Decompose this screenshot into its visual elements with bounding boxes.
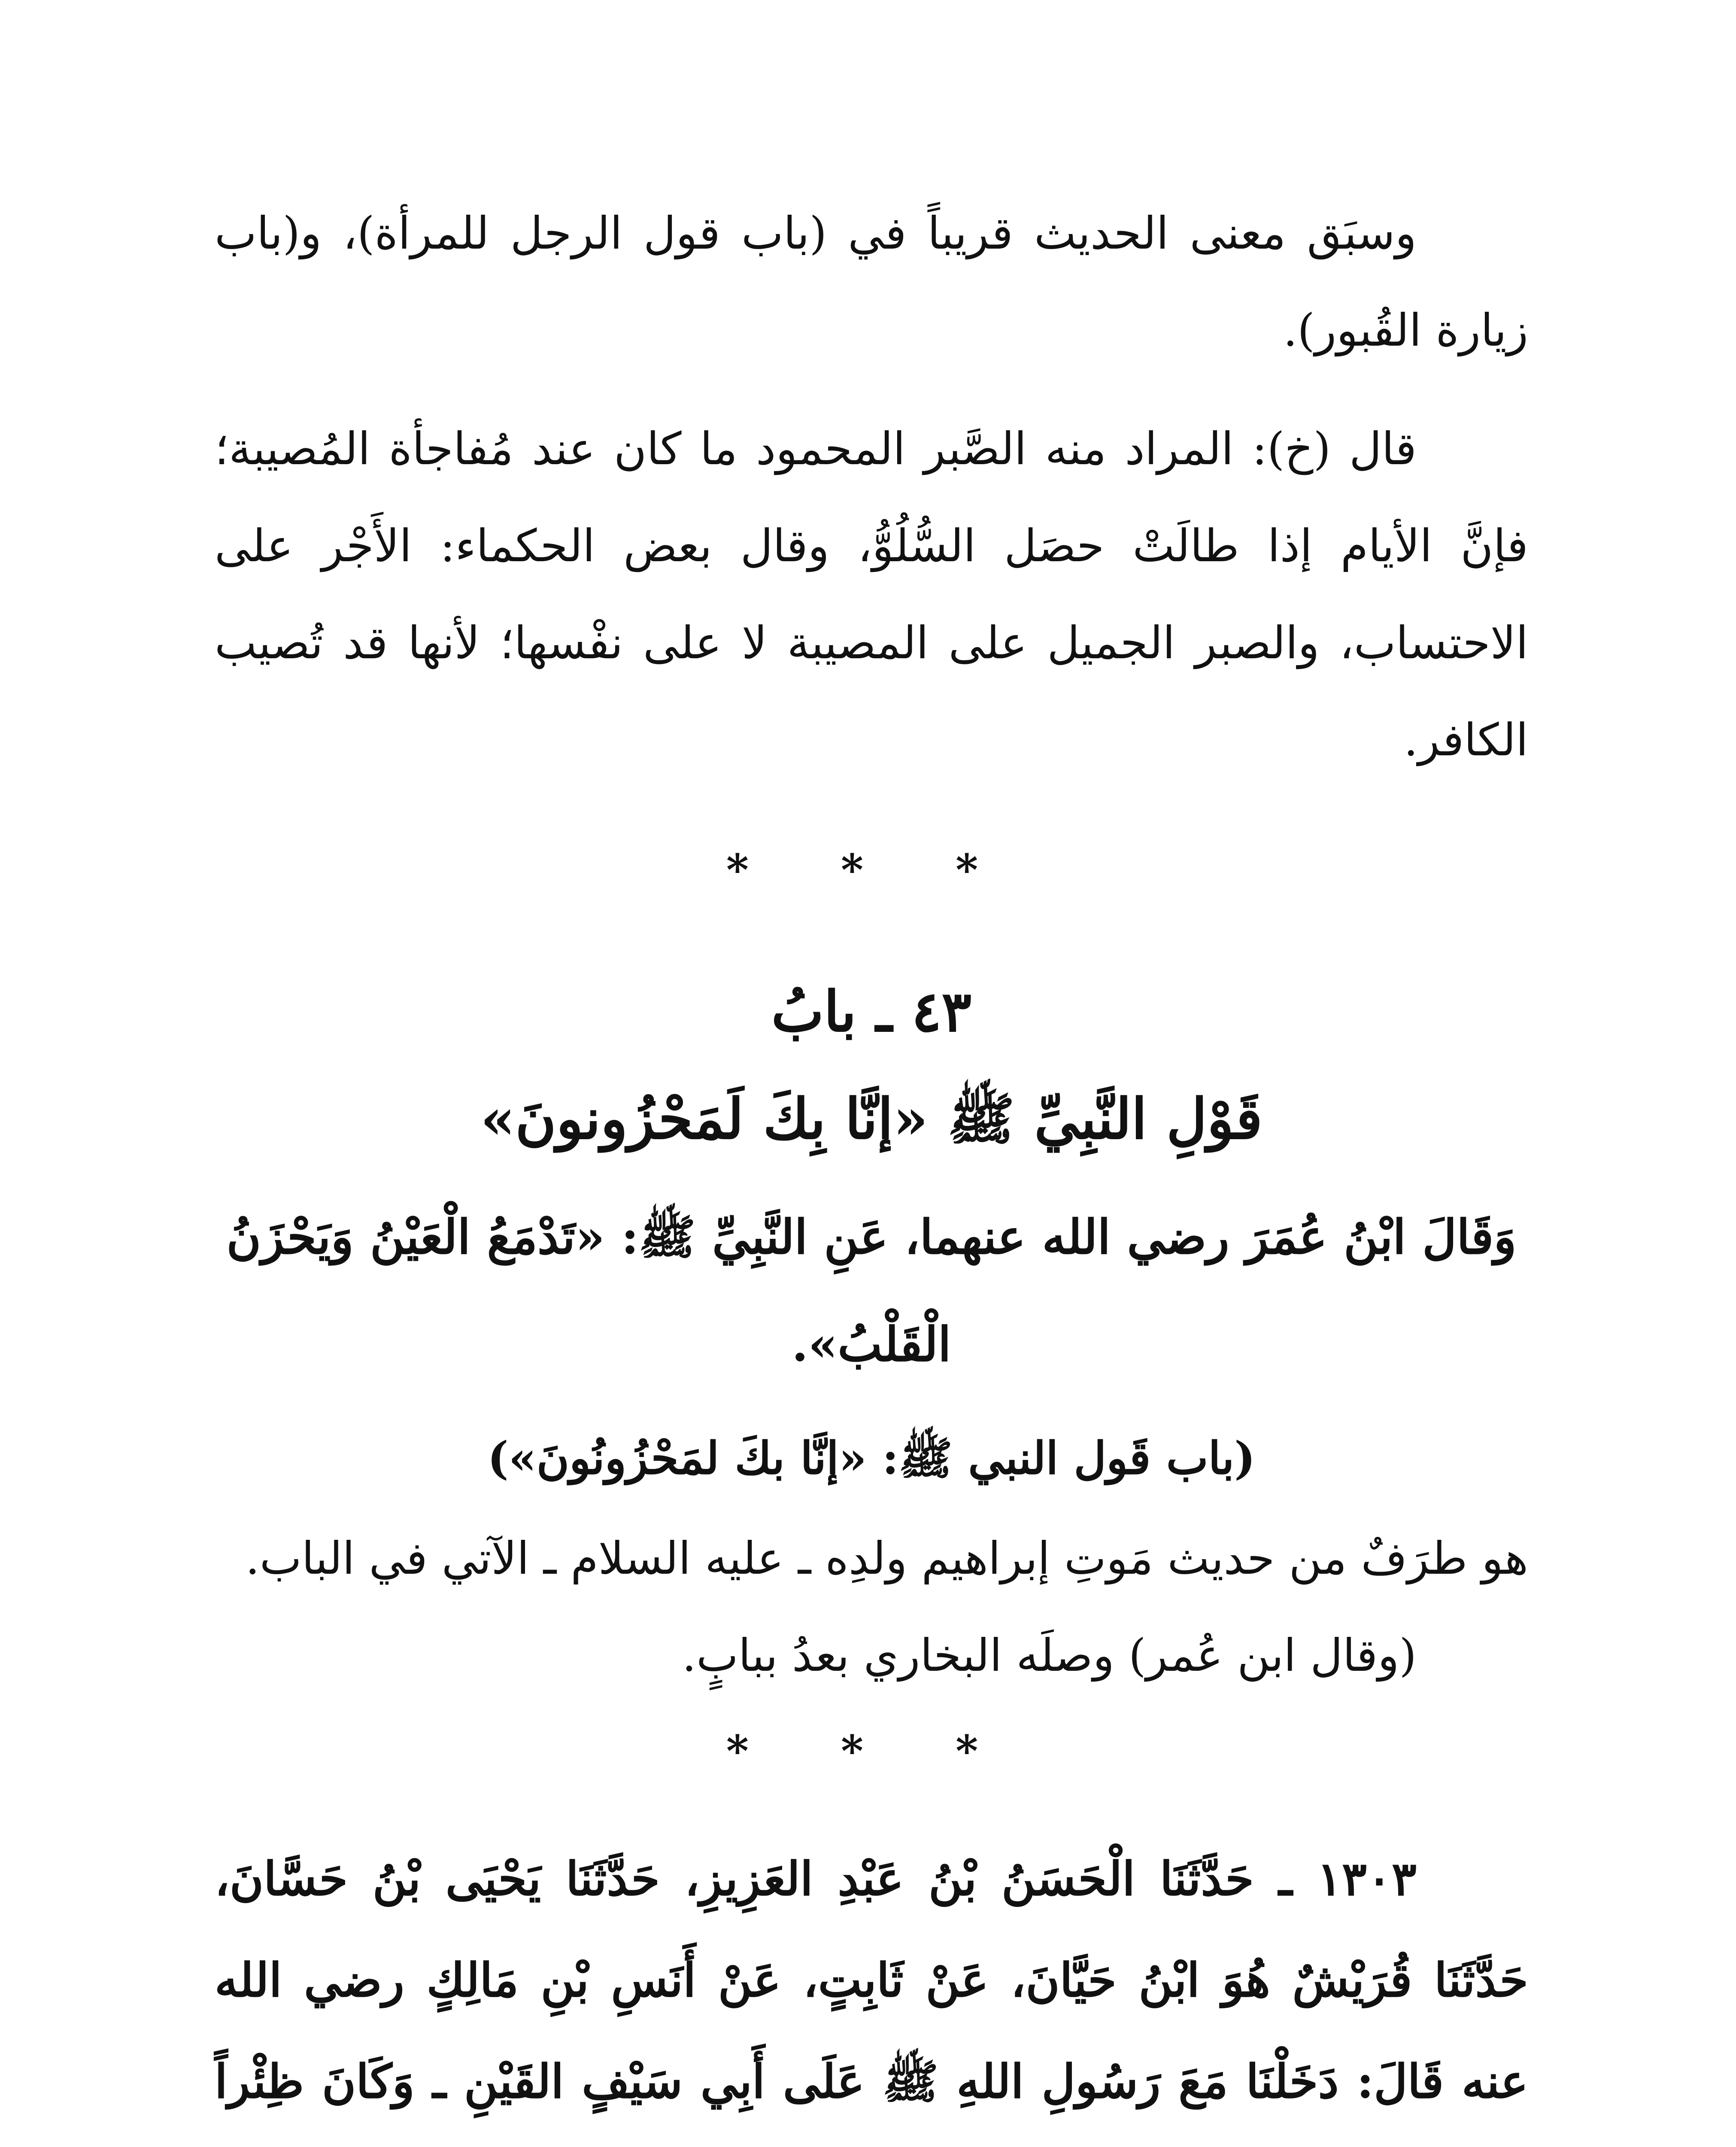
section-separator: * * *	[726, 845, 1017, 895]
hadith-paragraph: ١٣٠٣ ـ حَدَّثَنَا الْحَسَنُ بْنُ عَبْدِ العَزِيزِ، حَدَّثَنَا يَحْيَى بْنُ حَسَّانَ، حَدَّثَنَا قُرَيْشٌ هُوَ ابْنُ حَيَّانَ، عَنْ ثَابِتٍ، عَنْ أَنَسِ بْنِ مَالِكٍ رضي الله عنه قَالَ: دَخَلْنَا مَعَ رَسُولِ اللهِ ﷺ عَلَى أَبِي سَيْفٍ القَيْنِ ـ وَكَانَ ظِئْراً	[215, 1852, 1528, 2109]
commentary-heading: (باب قَول النبي ﷺ: «إنَّا بكَ لمَحْزُونُونَ»)	[487, 1432, 1256, 1484]
qal-kh-paragraph: قال (خ): المراد منه الصَّبر المحمود ما كان عند مُفاجأة المُصيبة؛ فإنَّ الأيام إذا طالَتْ حصَل السُّلُوُّ، وقال بعض الحكماء: الأَجْر على الاحتساب، والصبر الجميل على المصيبة لا على نفْسها؛ لأنها قد تُصيب الكافر.	[215, 423, 1528, 766]
chapter-number: ٤٣ ـ بابُ	[771, 979, 972, 1044]
section-separator: * * *	[726, 1726, 1017, 1776]
ibn-umar-note: (وقال ابن عُمر) وصلَه البخاري بعدُ ببابٍ.	[682, 1629, 1417, 1682]
intro-paragraph: وسبَق معنى الحديث قريباً في (باب قول الرجل للمرأة)، و(باب زيارة القُبور).	[215, 207, 1528, 356]
commentary-paragraph: هو طرَفٌ من حديث مَوتِ إبراهيم ولدِه ـ عليه السلام ـ الآتي في الباب.	[245, 1532, 1528, 1584]
book-page	[215, 185, 1528, 2147]
chapter-title: قَوْلِ النَّبِيِّ ﷺ «إنَّا بِكَ لَمَحْزُونونَ»	[480, 1086, 1263, 1152]
ibn-umar-quote: وَقَالَ ابْنُ عُمَرَ رضي الله عنهما، عَنِ النَّبِيِّ ﷺ: «تَدْمَعُ الْعَيْنُ وَيَحْزَنُ الْقَلْبُ».	[226, 1209, 1517, 1372]
